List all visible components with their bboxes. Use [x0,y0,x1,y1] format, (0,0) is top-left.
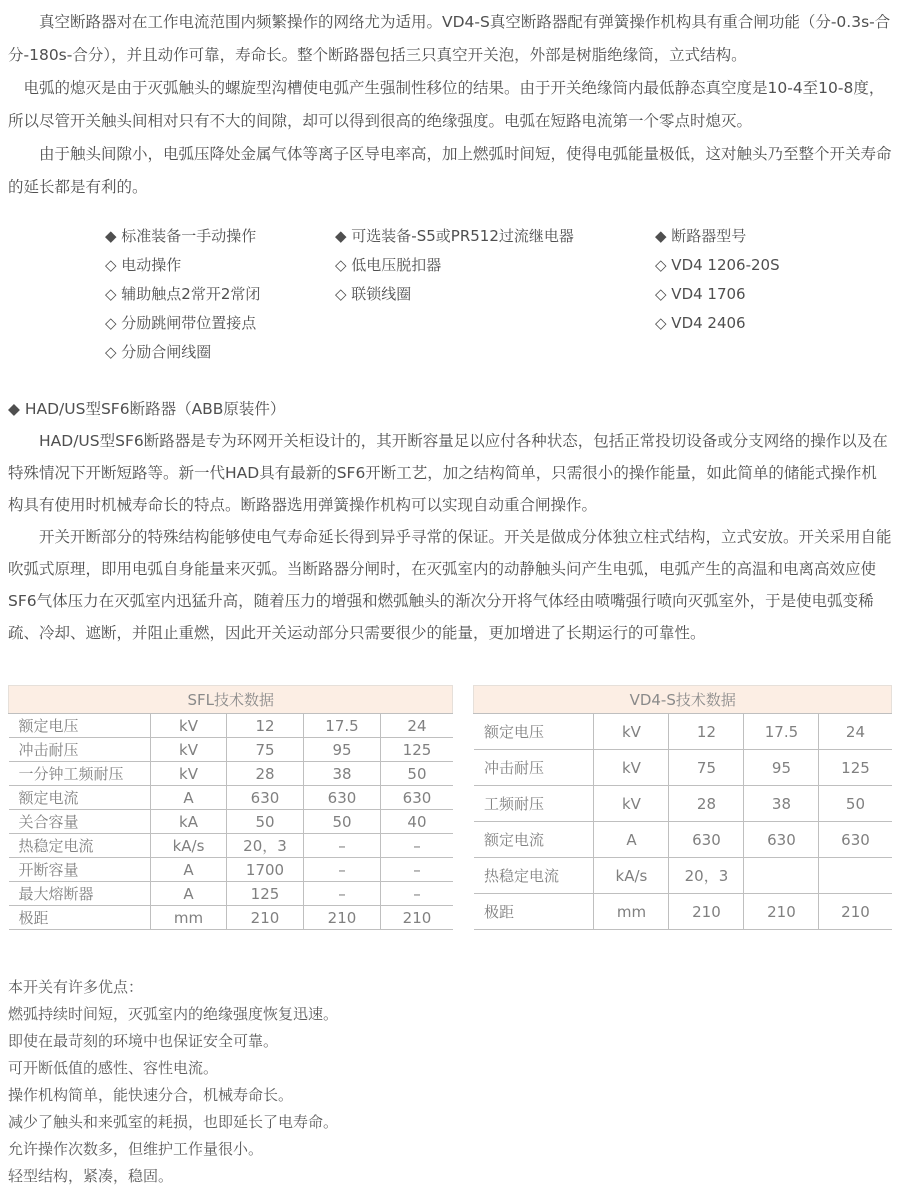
spec-unit: kA/s [151,834,227,858]
spec-value: 38 [744,786,819,822]
feature-item: ◆ 标准装备一手动操作 [105,227,257,245]
spec-value: 210 [227,906,304,930]
advantage-item: 轻型结构，紧凑，稳固。 [8,1167,174,1185]
feature-column-optional [335,222,655,367]
spec-value: 210 [744,894,819,930]
spec-value: 630 [227,786,304,810]
table-row [9,762,453,786]
spec-value: 28 [227,762,304,786]
table-title-row [9,686,453,714]
intro-paragraph: 真空断路器对在工作电流范围内频繁操作的网络尤为适用。VD4-S真空断路器配有弹簧操作机构具有重合闸功能（分-0.3s-合分-180s-合分），并且动作可靠，寿命长。整个断路器包括三只真空开关泡，外部是树脂绝缘筒，立式结构。 [8,13,891,64]
table-row [9,882,453,906]
spec-value: – [304,858,381,882]
spec-unit: A [151,882,227,906]
spec-value [819,858,892,894]
spec-label: 额定电流 [474,822,594,858]
feature-item: ◇ VD4 2406 [655,314,746,332]
spec-unit: kV [594,714,669,750]
spec-label: 额定电压 [9,714,151,738]
spec-value: 95 [304,738,381,762]
advantage-item: 允许操作次数多，但维护工作量很小。 [8,1140,264,1158]
spec-value: 12 [669,714,744,750]
table-row [474,714,892,750]
feature-item: ◇ VD4 1206-20S [655,256,780,274]
vd4s-table [473,685,892,930]
sfl-table-title: SFL技术数据 [9,686,453,714]
intro-paragraph: 电弧的熄灭是由于灭弧触头的螺旋型沟槽使电弧产生强制性移位的结果。由于开关绝缘筒内最低静态真空度是10-4至10-8度，所以尽管开关触头间相对只有不大的间隙，却可以得到很高的绝缘强度。电弧在短路电流第一个零点时熄灭。 [8,79,885,130]
spec-label: 极距 [9,906,151,930]
spec-unit: kA/s [594,858,669,894]
spec-value: 24 [381,714,453,738]
table-row [9,786,453,810]
spec-value: 125 [381,738,453,762]
table-row [9,858,453,882]
spec-value: 38 [304,762,381,786]
spec-value: – [304,882,381,906]
spec-unit: kA [151,810,227,834]
spec-unit: A [151,858,227,882]
spec-value: 17.5 [304,714,381,738]
spec-value: 12 [227,714,304,738]
spec-label: 额定电流 [9,786,151,810]
advantages-section [8,974,892,1190]
sf6-section [8,393,892,649]
spec-value: 50 [819,786,892,822]
table-row [9,810,453,834]
spec-value: 50 [304,810,381,834]
feature-column-models [655,222,892,367]
table-row [474,750,892,786]
spec-label: 开断容量 [9,858,151,882]
spec-unit: kV [594,786,669,822]
advantage-item: 减少了触头和来弧室的耗损，也即延长了电寿命。 [8,1113,339,1131]
vd4s-table-title: VD4-S技术数据 [474,686,892,714]
table-title-row [474,686,892,714]
table-row [474,894,892,930]
spec-value: 210 [304,906,381,930]
spec-value: 20，3 [227,834,304,858]
spec-value: 40 [381,810,453,834]
spec-unit: kV [594,750,669,786]
sfl-table [8,685,453,930]
spec-unit: kV [151,738,227,762]
spec-tables [8,685,892,930]
feature-item: ◇ 电动操作 [105,256,182,274]
spec-value: 125 [227,882,304,906]
sf6-paragraph: HAD/US型SF6断路器是专为环网开关柜设计的，其开断容量足以应付各种状态，包括正常投切设备或分支网络的操作以及在特殊情况下开断短路等。新一代HAD具有最新的SF6开断工艺，加之结构简单，只需很小的操作能量，如此简单的储能式操作机构具有使用时机械寿命长的特点。断路器选用弹簧操作机构可以实现自动重合闸操作。 [8,432,888,514]
spec-value: 95 [744,750,819,786]
feature-item: ◇ 分励合闸线圈 [105,343,212,361]
spec-value: 630 [669,822,744,858]
spec-value: 630 [744,822,819,858]
spec-value: 210 [381,906,453,930]
spec-value: 210 [819,894,892,930]
spec-value: – [381,858,453,882]
table-row [474,858,892,894]
feature-item: ◇ 低电压脱扣器 [335,256,442,274]
spec-unit: A [151,786,227,810]
spec-value: 630 [381,786,453,810]
sf6-paragraph: 开关开断部分的特殊结构能够使电气寿命延长得到异乎寻常的保证。开关是做成分体独立柱式结构，立式安放。开关采用自能吹弧式原理，即用电弧自身能量来灭弧。当断路器分闸时，在灭弧室内的动静触头问产生电弧，电弧产生的高温和电离高效应使SF6气体压力在灭弧室内迅猛升高，随着压力的增强和燃弧触头的渐次分开将气体经由喷嘴强行喷向灭弧室外，于是使电弧变稀疏、冷却、遮断，并阻止重燃，因此开关运动部分只需要很少的能量，更加增进了长期运行的可靠性。 [8,528,892,642]
spec-label: 极距 [474,894,594,930]
feature-item: ◇ 联锁线圈 [335,285,412,303]
feature-item: ◇ 分励跳闸带位置接点 [105,314,257,332]
feature-item: ◇ 辅助触点2常开2常闭 [105,285,261,303]
spec-value: 24 [819,714,892,750]
sf6-section-heading: ◆ HAD/US型SF6断路器（ABB原装件） [8,400,286,418]
spec-label: 工频耐压 [474,786,594,822]
features-list [105,222,892,367]
feature-item: ◆ 可选装备-S5或PR512过流继电器 [335,227,574,245]
advantages-title: 本开关有许多优点： [8,978,144,996]
spec-label: 最大熔断器 [9,882,151,906]
spec-value: 17.5 [744,714,819,750]
spec-label: 冲击耐压 [474,750,594,786]
spec-unit: A [594,822,669,858]
spec-value: 50 [381,762,453,786]
spec-label: 关合容量 [9,810,151,834]
spec-unit: mm [151,906,227,930]
spec-value: 28 [669,786,744,822]
spec-value: 210 [669,894,744,930]
table-row [474,822,892,858]
spec-value: 630 [819,822,892,858]
spec-value: 20，3 [669,858,744,894]
spec-value: – [304,834,381,858]
spec-value: 50 [227,810,304,834]
spec-label: 一分钟工频耐压 [9,762,151,786]
advantage-item: 操作机构简单，能快速分合，机械寿命长。 [8,1086,294,1104]
table-row [474,786,892,822]
spec-value: 75 [669,750,744,786]
advantage-item: 可开断低值的感性、容性电流。 [8,1059,219,1077]
spec-value: 630 [304,786,381,810]
feature-column-standard [105,222,335,367]
table-row [9,714,453,738]
spec-label: 热稳定电流 [474,858,594,894]
spec-label: 额定电压 [474,714,594,750]
spec-value: 1700 [227,858,304,882]
intro-paragraph: 由于触头间隙小，电弧压降处金属气体等离子区导电率高，加上燃弧时间短，使得电弧能量极低，这对触头乃至整个开关寿命的延长都是有利的。 [8,145,892,196]
table-row [9,834,453,858]
spec-value: 125 [819,750,892,786]
table-row [9,906,453,930]
feature-item: ◇ VD4 1706 [655,285,746,303]
feature-item: ◆ 断路器型号 [655,227,747,245]
advantage-item: 燃弧持续时间短，灭弧室内的绝缘强度恢复迅速。 [8,1005,339,1023]
spec-value: 75 [227,738,304,762]
spec-value: – [381,834,453,858]
spec-value: – [381,882,453,906]
spec-value [744,858,819,894]
spec-unit: mm [594,894,669,930]
spec-unit: kV [151,762,227,786]
spec-label: 冲击耐压 [9,738,151,762]
advantage-item: 即使在最苛刻的环境中也保证安全可靠。 [8,1032,279,1050]
table-row [9,738,453,762]
spec-unit: kV [151,714,227,738]
spec-label: 热稳定电流 [9,834,151,858]
